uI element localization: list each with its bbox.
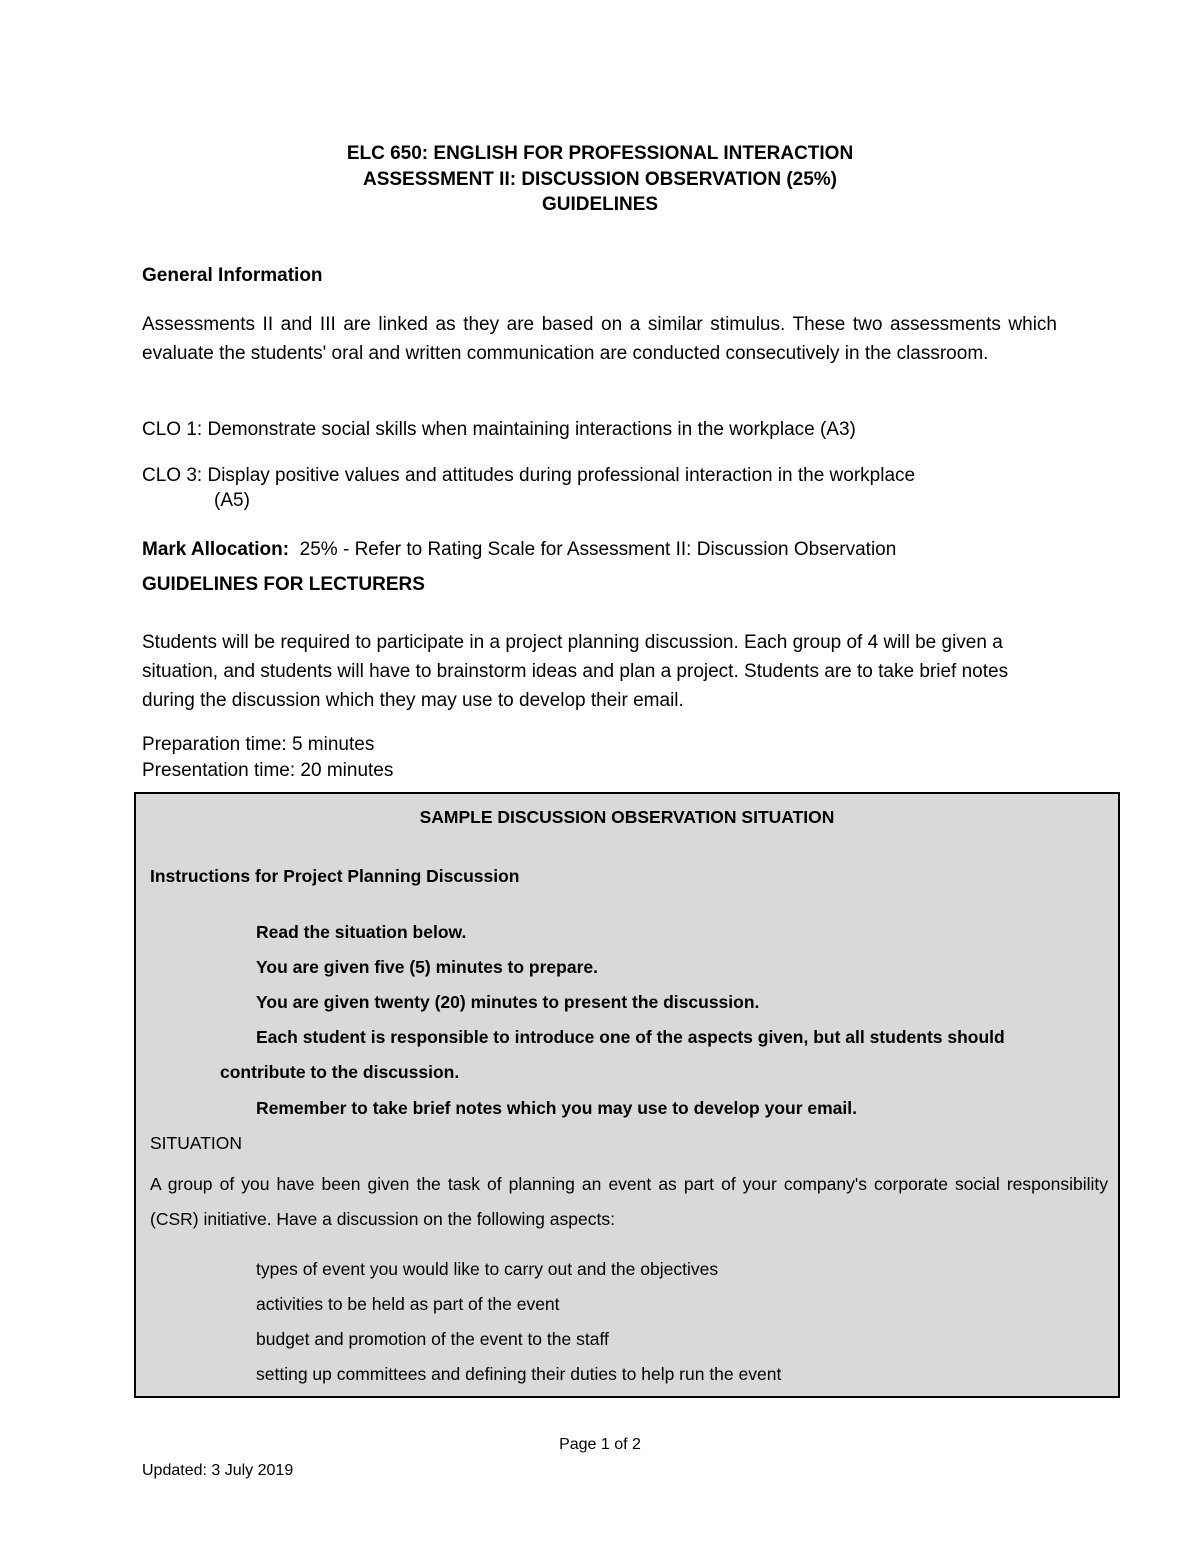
aspect-item: types of event you would like to carry out and the objectives: [256, 1259, 719, 1279]
aspect-item: budget and promotion of the event to the staff: [256, 1329, 609, 1349]
instructions-heading: Instructions for Project Planning Discussion: [150, 866, 520, 886]
mark-allocation-text: Refer to Rating Scale for Assessment II: Discussion Observation: [354, 539, 897, 560]
preparation-time: Preparation time: 5 minutes: [142, 734, 375, 755]
situation-label: SITUATION: [150, 1133, 243, 1153]
mark-allocation-value: 25% -: [299, 539, 350, 560]
sample-title: SAMPLE DISCUSSION OBSERVATION SITUATION: [419, 807, 835, 827]
page-number: Page 1 of 2: [559, 1436, 641, 1453]
title-course: ELC 650: ENGLISH FOR PROFESSIONAL INTERACTION: [346, 143, 854, 164]
instruction-item: Read the situation below.: [256, 922, 467, 942]
lecturers-paragraph: Students will be required to participate in a project planning discussion. Each group of 4 will be given a situation, and students will have to brainstorm ideas and plan a project. Students are to take brief notes during the discussion which they may use to develop their email.: [142, 632, 1009, 711]
sample-situation-box: [134, 792, 1120, 1398]
updated-date: Updated: 3 July 2019: [142, 1462, 294, 1479]
clo3-text-line2: (A5): [214, 490, 250, 511]
presentation-time: Presentation time: 20 minutes: [142, 760, 394, 781]
title-guidelines: GUIDELINES: [541, 194, 659, 215]
general-info-heading: General Information: [142, 265, 323, 286]
situation-text: A group of you have been given the task of planning an event as part of your company's corporate social responsibility (CSR) initiative. Have a discussion on the following aspects:: [150, 1174, 1108, 1229]
aspect-item: activities to be held as part of the event: [256, 1294, 560, 1314]
instruction-item: You are given twenty (20) minutes to present the discussion.: [256, 992, 760, 1012]
clo1-text: CLO 1: Demonstrate social skills when maintaining interactions in the workplace (A3): [142, 419, 856, 440]
aspect-item: setting up committees and defining their duties to help run the event: [256, 1364, 782, 1384]
lecturers-heading: GUIDELINES FOR LECTURERS: [142, 574, 425, 595]
instruction-item: Each student is responsible to introduce one of the aspects given, but all students should: [256, 1027, 1005, 1047]
instruction-item: You are given five (5) minutes to prepare.: [256, 957, 598, 977]
instruction-item-continued: contribute to the discussion.: [220, 1062, 460, 1082]
general-info-paragraph: Assessments II and III are linked as they are based on a similar stimulus. These two assessments which evaluate the students' oral and written communication are conducted consecutively in the classroom.: [142, 314, 1057, 364]
instruction-item: Remember to take brief notes which you may use to develop your email.: [256, 1098, 857, 1118]
title-assessment: ASSESSMENT II: DISCUSSION OBSERVATION (25%): [362, 169, 838, 190]
mark-allocation: [142, 535, 896, 564]
clo3-text-line1: CLO 3: Display positive values and attitudes during professional interaction in the workplace: [142, 465, 916, 486]
mark-allocation-label: Mark Allocation:: [142, 539, 290, 560]
